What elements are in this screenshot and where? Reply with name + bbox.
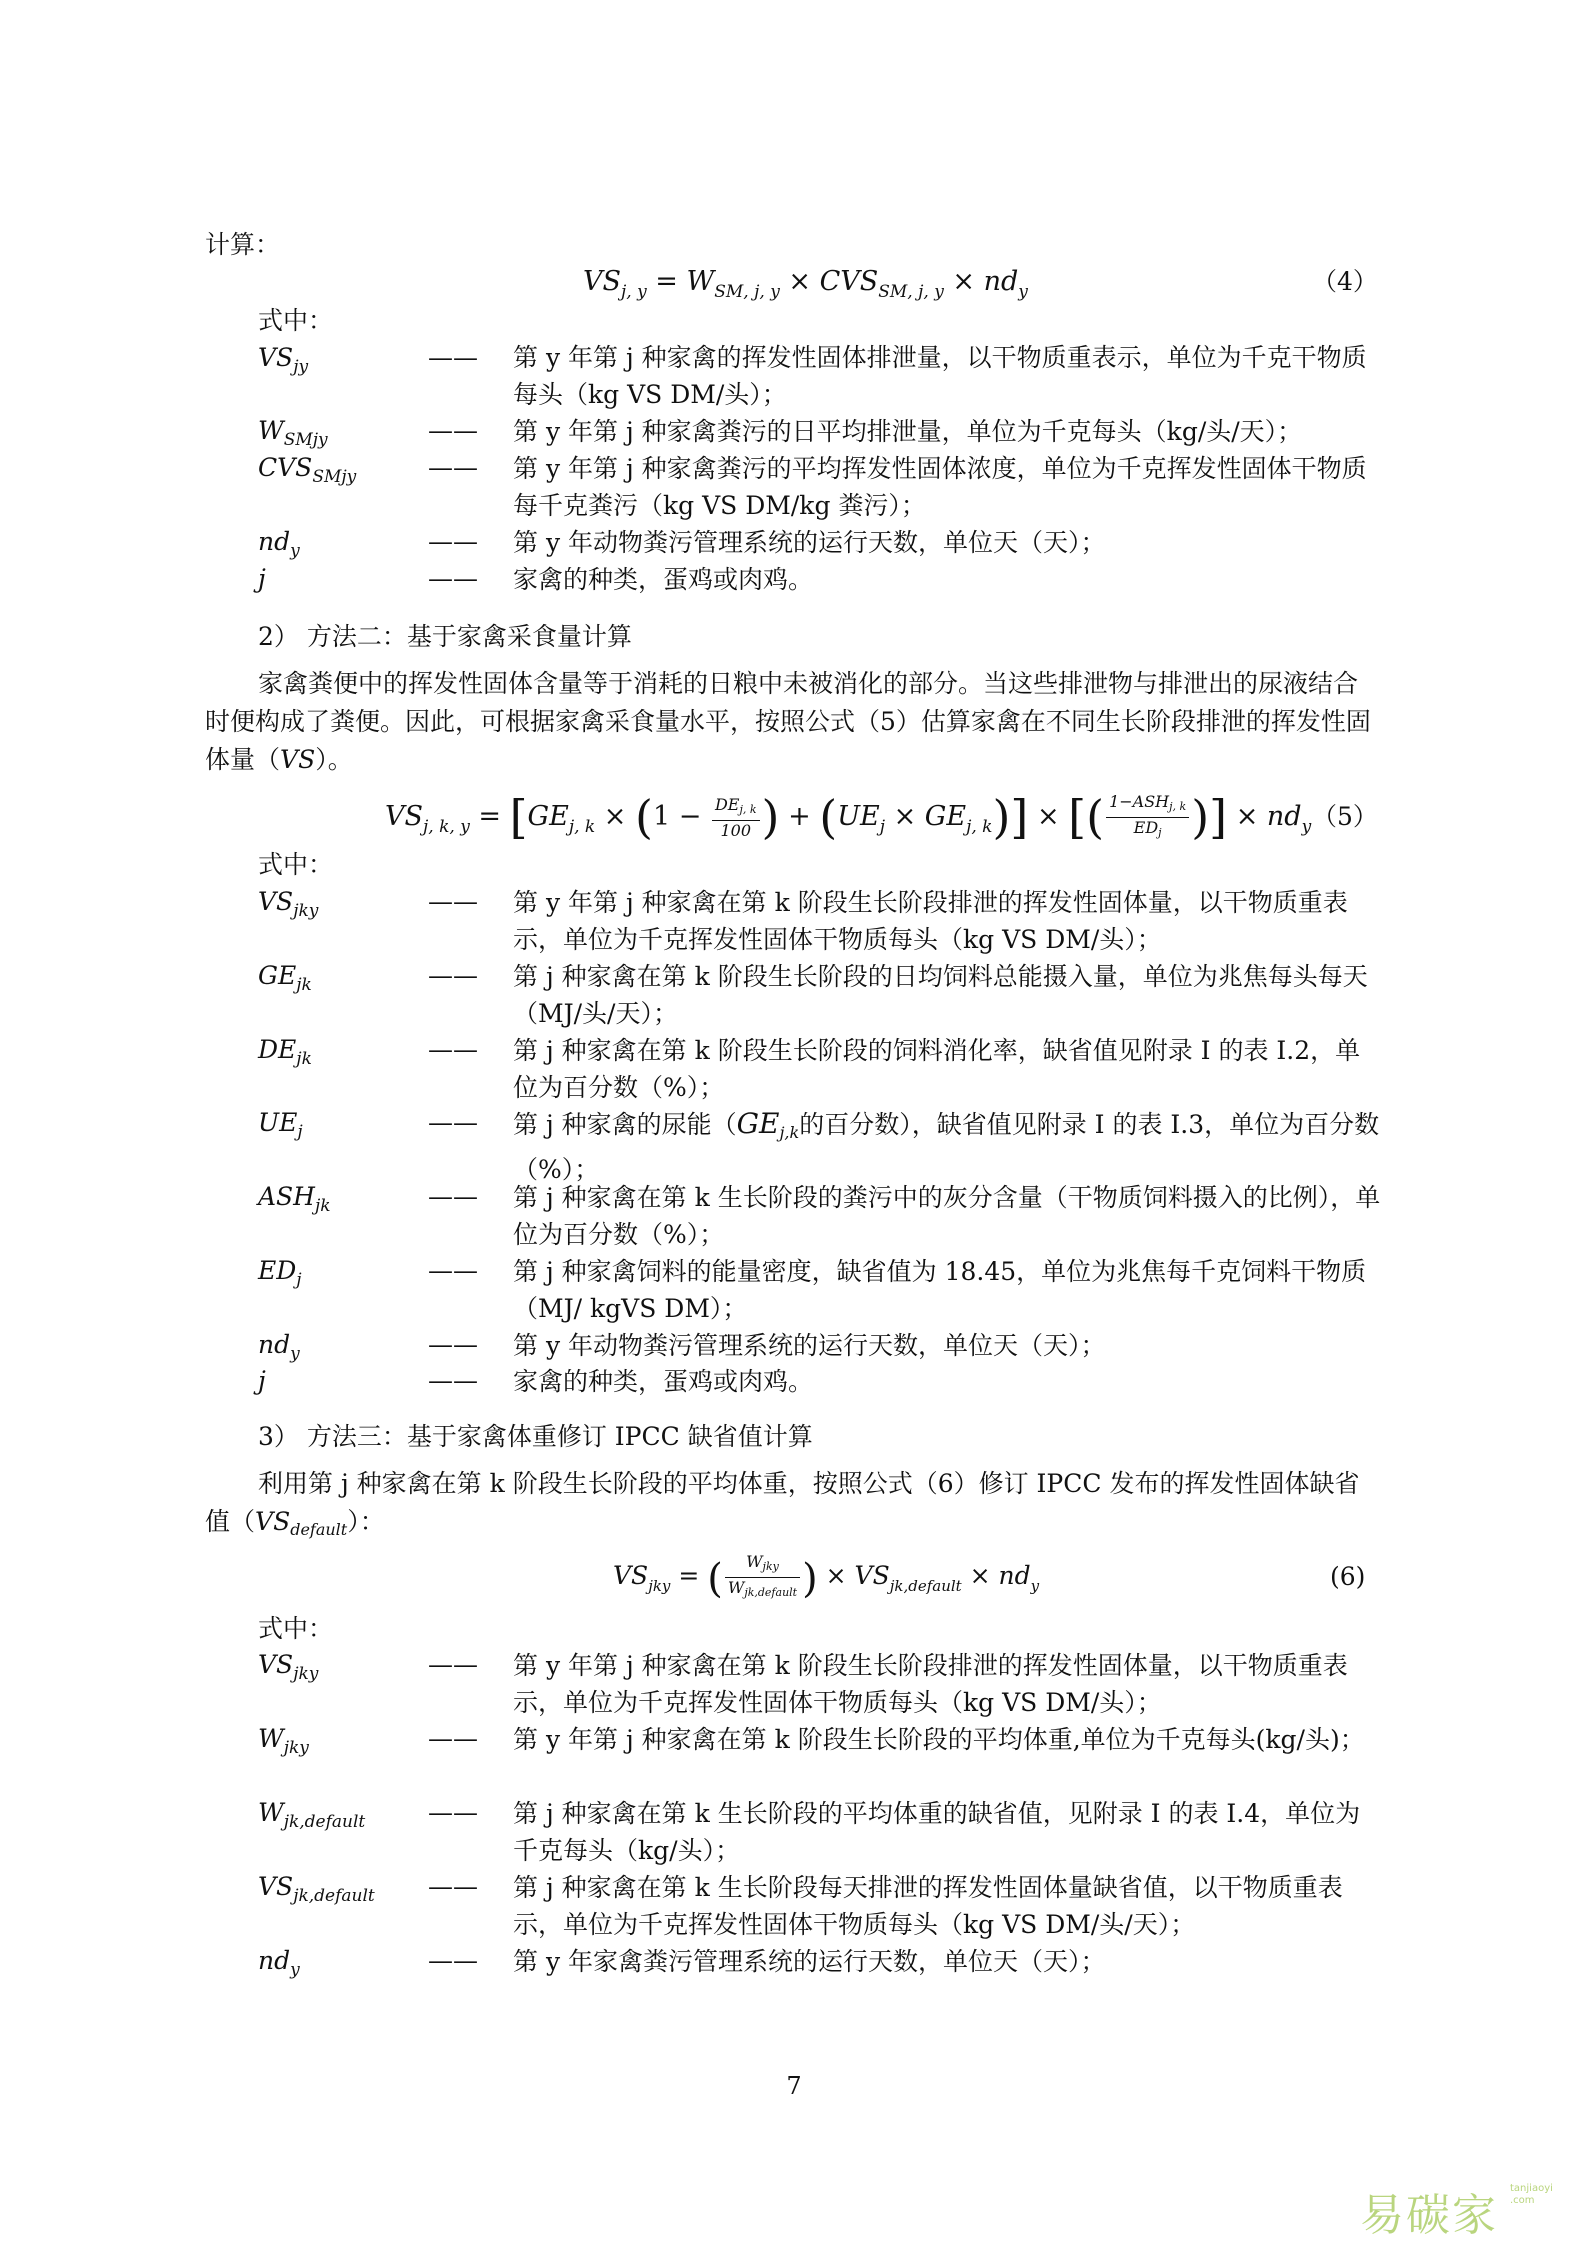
symbol-nd-y: $nd_y$ xyxy=(258,527,300,561)
dash: —— xyxy=(428,1650,478,1679)
intro-tail: 计算： xyxy=(205,230,281,259)
dash: —— xyxy=(428,527,478,556)
dash: —— xyxy=(428,453,478,482)
definition-ge-jk: 第 j 种家禽在第 k 阶段生长阶段的日均饲料总能摄入量，单位为兆焦每头每天（MJ/头/天）； xyxy=(513,962,1368,1028)
symbol-ash-jk: $ASH_{jk}$ xyxy=(258,1182,331,1216)
watermark-text: 易碳家 xyxy=(1360,2190,1498,2241)
symbol-w-smjy: $W_{SMjy}$ xyxy=(258,416,328,450)
dash: —— xyxy=(428,961,478,990)
method2-paragraph: 家禽粪便中的挥发性固体含量等于消耗的日粮中未被消化的部分。当这些排泄物与排泄出的尿液结合时便构成了粪便。因此，可根据家禽采食量水平，按照公式（5）估算家禽在不同生长阶段排泄的挥发性固体量（VS）。 xyxy=(205,669,1371,774)
dash: —— xyxy=(428,1256,478,1285)
watermark-logo xyxy=(1330,2175,1560,2241)
dash: —— xyxy=(428,1946,478,1975)
dash: —— xyxy=(428,343,478,372)
equation-5: $VS_{j, k, y} = [GE_{j, k} \times (1$ − $\frac{\text{DEj, k}}{100}$ ) + $(UE_j \times GE_{j, k})$] × [( $\frac{\text{1−ASHj, k}}{\text{EDj}}$ )] × $nd_y$ xyxy=(385,790,1312,844)
definition-nd-y: 第 y 年动物粪污管理系统的运行天数，单位天（天）； xyxy=(513,528,1106,557)
definition-vs-jy: 第 y 年第 j 种家禽的挥发性固体排泄量，以干物质重表示，单位为千克干物质每头（kg VS DM/头）； xyxy=(513,343,1367,409)
definition-ash-jk: 第 j 种家禽在第 k 生长阶段的粪污中的灰分含量（干物质饲料摄入的比例），单位为百分数（%）； xyxy=(513,1183,1381,1249)
definition-w-jky: 第 y 年第 j 种家禽在第 k 阶段生长阶段的平均体重,单位为千克每头(kg/头)； xyxy=(513,1725,1365,1754)
dash: —— xyxy=(428,1108,478,1137)
where-label-3: 式中： xyxy=(258,1614,334,1643)
dash: —— xyxy=(428,1330,478,1359)
definition-ue-j: 第 j 种家禽的尿能（$GE_{j,k}$的百分数），缺省值见附录 I 的表 I.3，单位为百分数（%）； xyxy=(513,1107,1380,1184)
dash: —— xyxy=(428,1724,478,1753)
method2-title: 2） 方法二：基于家禽采食量计算 xyxy=(258,622,632,651)
symbol-ue-j: $UE_j$ xyxy=(258,1108,303,1142)
where-label-2: 式中： xyxy=(258,850,334,879)
symbol-j: j xyxy=(258,1366,266,1395)
where-label-1: 式中： xyxy=(258,306,334,335)
definition-j: 家禽的种类，蛋鸡或肉鸡。 xyxy=(513,565,814,594)
dash: —— xyxy=(428,887,478,916)
dash: —— xyxy=(428,1798,478,1827)
definition-de-jk: 第 j 种家禽在第 k 阶段生长阶段的饲料消化率，缺省值见附录 I 的表 I.2，单位为百分数（%）； xyxy=(513,1036,1361,1102)
dash: —— xyxy=(428,1872,478,1901)
definition-ed-j: 第 j 种家禽饲料的能量密度，缺省值为 18.45，单位为兆焦每千克饲料干物质（MJ/ kgVS DM）； xyxy=(513,1257,1367,1323)
page-number: 7 xyxy=(786,2072,802,2100)
symbol-ge-jk: $GE_{jk}$ xyxy=(258,961,312,995)
symbol-w-jk-default: $W_{jk,default}$ xyxy=(258,1798,366,1832)
equation-6-number: (6) xyxy=(1330,1562,1366,1591)
equation-6: $VS_{jky}$ = ( $\frac{\text{Wjky}}{\text{Wjk,default}}$ ) × $VS_{jk,default} \times nd_y$ xyxy=(613,1552,1040,1602)
definition-j: 家禽的种类，蛋鸡或肉鸡。 xyxy=(513,1367,814,1396)
definition-w-jk-default: 第 j 种家禽在第 k 生长阶段的平均体重的缺省值，见附录 I 的表 I.4，单位为千克每头（kg/头）； xyxy=(513,1799,1361,1865)
definition-vs-jky: 第 y 年第 j 种家禽在第 k 阶段生长阶段排泄的挥发性固体量，以干物质重表示，单位为千克挥发性固体干物质每头（kg VS DM/头）； xyxy=(513,888,1348,954)
equation-5-number: （5） xyxy=(1312,802,1378,831)
equation-4: $VS_{j, y} = W_{SM, j, y} \times CVS_{SM, j, y} \times nd_y$ xyxy=(583,266,1028,302)
definition-vs-jky: 第 y 年第 j 种家禽在第 k 阶段生长阶段排泄的挥发性固体量，以干物质重表示，单位为千克挥发性固体干物质每头（kg VS DM/头）； xyxy=(513,1651,1348,1717)
method3-paragraph: 利用第 j 种家禽在第 k 阶段生长阶段的平均体重，按照公式（6）修订 IPCC 发布的挥发性固体缺省值$(VS_{default})$： xyxy=(205,1469,1360,1539)
definition-vs-jk-default: 第 j 种家禽在第 k 生长阶段每天排泄的挥发性固体量缺省值，以干物质重表示，单位为千克挥发性固体干物质每头（kg VS DM/头/天）； xyxy=(513,1873,1343,1939)
definition-nd-y: 第 y 年家禽粪污管理系统的运行天数，单位天（天）； xyxy=(513,1947,1106,1976)
definition-nd-y: 第 y 年动物粪污管理系统的运行天数，单位天（天）； xyxy=(513,1331,1106,1360)
dash: —— xyxy=(428,1035,478,1064)
symbol-vs-jky: $VS_{jky}$ xyxy=(258,887,319,921)
definition-w-smjy: 第 y 年第 j 种家禽粪污的日平均排泄量，单位为千克每头（kg/头/天）； xyxy=(513,417,1303,446)
symbol-w-jky: $W_{jky}$ xyxy=(258,1724,309,1758)
symbol-vs-jky: $VS_{jky}$ xyxy=(258,1650,319,1684)
equation-4-number: （4） xyxy=(1312,267,1378,296)
symbol-cvs-smjy: $CVS_{SMjy}$ xyxy=(258,453,357,487)
definition-cvs-smjy: 第 y 年第 j 种家禽粪污的平均挥发性固体浓度，单位为千克挥发性固体干物质每千克粪污（kg VS DM/kg 粪污）； xyxy=(513,454,1367,520)
symbol-de-jk: $DE_{jk}$ xyxy=(258,1035,312,1069)
symbol-vs-jk-default: $VS_{jk,default}$ xyxy=(258,1872,375,1906)
symbol-j: j xyxy=(258,564,266,593)
symbol-nd-y: $nd_y$ xyxy=(258,1946,300,1980)
symbol-vs-jy: $VS_{jy}$ xyxy=(258,343,309,377)
symbol-ed-j: $ED_j$ xyxy=(258,1256,302,1290)
dash: —— xyxy=(428,1366,478,1395)
method3-title: 3） 方法三：基于家禽体重修订 IPCC 缺省值计算 xyxy=(258,1422,813,1451)
dash: —— xyxy=(428,564,478,593)
dash: —— xyxy=(428,416,478,445)
symbol-nd-y: $nd_y$ xyxy=(258,1330,300,1364)
watermark-subtext: tanjiaoyi .com xyxy=(1510,2183,1553,2206)
dash: —— xyxy=(428,1182,478,1211)
